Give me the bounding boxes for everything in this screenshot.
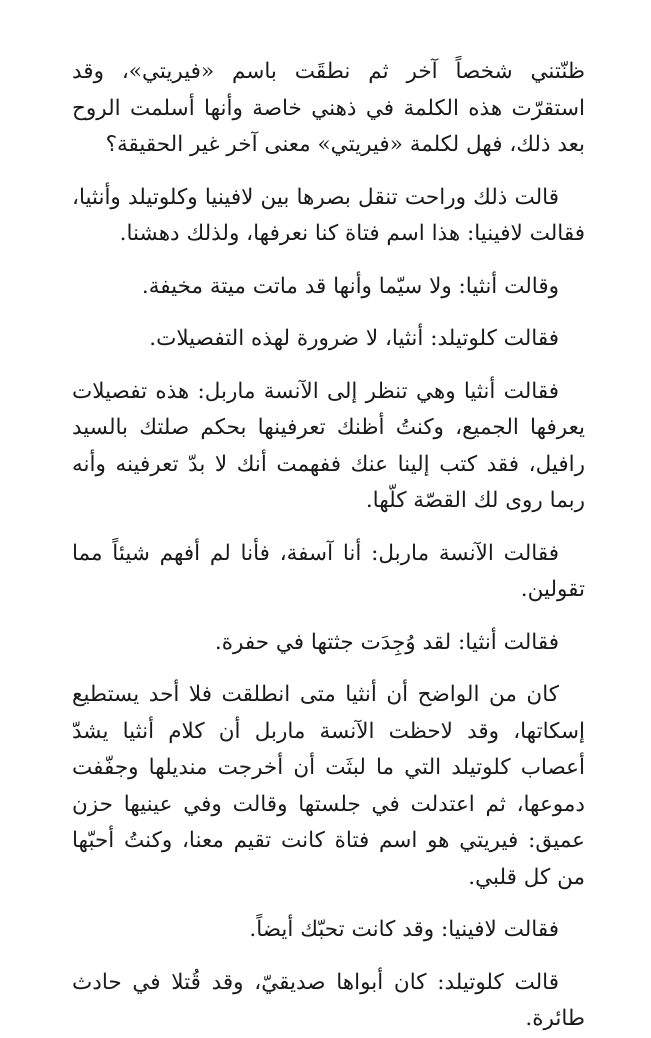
- paragraph-9: فقالت لافينيا: وقد كانت تحبّك أيضاً.: [249, 917, 559, 942]
- paragraph-7: فقالت أنثيا: لقد وُجِدَت جثتها في حفرة.: [214, 629, 559, 655]
- paragraph-10: قالت كلوتيلد: كان أبواها صديقيّ، وقد قُتلا في حادث طائرة.: [72, 969, 585, 1031]
- paragraph-5: فقالت أنثيا وهي تنظر إلى الآنسة ماربل: هذه تفصيلات يعرفها الجميع، وكنتُ أظنك تعرفينها بحكم صلتك بالسيد رافيل، فقد كتب إلينا عنك ففهمت أنك لا بدّ تعرفينه وأنه ربما روى لك القصّة كلّها.: [72, 378, 585, 513]
- paragraph-3: وقالت أنثيا: ولا سيّما وأنها قد ماتت ميتة مخيفة.: [141, 273, 559, 299]
- paragraph-6: فقالت الآنسة ماربل: أنا آسفة، فأنا لم أفهم شيئاً مما تقولين.: [72, 540, 585, 602]
- paragraph-8: كان من الواضح أن أنثيا متى انطلقت فلا أحد يستطيع إسكاتها، وقد لاحظت الآنسة ماربل أن كلام أنثيا يشدّ أعصاب كلوتيلد التي ما لبثَت أن أخرجت منديلها وجفّفت دموعها، ثم اعتدلت في جلستها وقالت وفي عينيها حزن عميق: فيريتي هو اسم فتاة كانت تقيم معنا، وكنتُ أحبّها من كل قلبي.: [72, 682, 585, 890]
- paragraph-2: قالت ذلك وراحت تنقل بصرها بين لافينيا وكلوتيلد وأنثيا، فقالت لافينيا: هذا اسم فتاة كنا نعرفها، ولذلك دهشنا.: [72, 184, 585, 246]
- paragraph-1: ظنّتني شخصاً آخر ثم نطقَت باسم «فيريتي»، وقد استقرّت هذه الكلمة في ذهني خاصة وأنها أسلمت الروح بعد ذلك، فهل لكلمة «فيريتي» معنى آخر غير الحقيقة؟: [72, 59, 585, 157]
- paragraph-4: فقالت كلوتيلد: أنثيا، لا ضرورة لهذه التفصيلات.: [149, 326, 559, 351]
